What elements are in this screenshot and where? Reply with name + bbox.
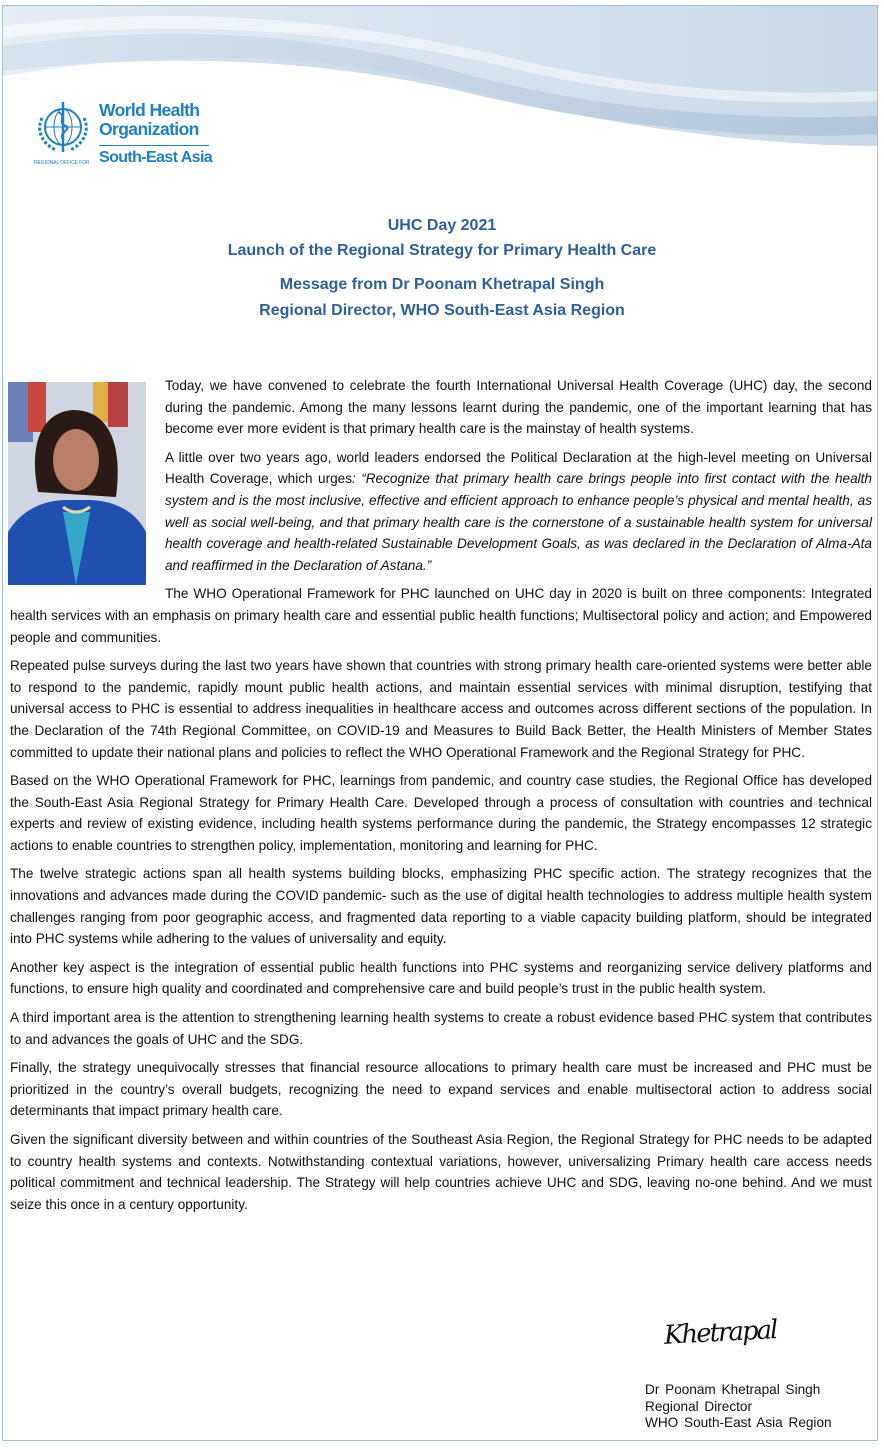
title-regional-director: Regional Director, WHO South-East Asia Region bbox=[259, 302, 625, 319]
title-launch: Launch of the Regional Strategy for Primary Health Care bbox=[227, 242, 657, 259]
paragraph-4: Repeated pulse surveys during the last two years have shown that countries with strong primary health care-oriented systems were better able to respond to the pandemic, rapidly mount public health actions, and maintain essential services with minimal disruption, testifying that universal access to PHC is essential to address inequalities in healthcare access and outcomes across different sections of the population. In the Declaration of the 74th Regional Committee, on COVID-19 and Measures to Build Back Better, the Health Ministers of Member States committed to update their national plans and policies to reflect the WHO Operational Framework and the Regional Strategy for PHC. bbox=[10, 658, 872, 760]
logo-text-line1: World Health bbox=[99, 100, 200, 120]
paragraph-6: The twelve strategic actions span all health systems building blocks, emphasizing PHC specific action. The strategy recognizes that the innovations and advances made during the COVID pandemic- such as the use of digital health technologies to address multiple health system challenges ranging from poor geographic access, and fragmented data reporting to a viable capacity building platform, should be integrated into PHC systems while adhering to the values of universality and equity. bbox=[10, 866, 872, 947]
paragraph-3: The WHO Operational Framework for PHC launched on UHC day in 2020 is built on three components: Integrated health services with an emphasis on primary health care and essential public health functions; Multisectoral policy and action; and Empowered people and communities. bbox=[10, 586, 872, 645]
title-message-from: Message from Dr Poonam Khetrapal Singh bbox=[279, 276, 605, 293]
title-uhc-day: UHC Day 2021 bbox=[387, 217, 497, 234]
paragraph-7: Another key aspect is the integration of essential public health functions into PHC systems and reorganizing service delivery platforms and functions, to ensure high quality and coordinated and comprehensive care and build people’s trust in the public health system. bbox=[10, 959, 872, 997]
logo-divider bbox=[99, 145, 209, 146]
signature-block bbox=[645, 1382, 832, 1432]
logo-text-line2: Organization bbox=[99, 119, 199, 139]
paragraph-1: Today, we have convened to celebrate the fourth International Universal Health Coverage (UHC) day, the second during the pandemic. Among the many lessons learnt during the pandemic, one of the important learning that has become ever more evident is that primary health care is the mainstay of health systems. bbox=[165, 378, 872, 437]
paragraph-2-quote: : “Recognize that primary health care brings people into first contact with the health system and is the most inclusive, effective and efficient approach to enhance people’s physical and mental health, as well as social well-being, and that primary health care is the cornerstone of a sustainable health system for universal health coverage and health-related Sustainable Development Goals, as was declared in the Declaration of Alma-Ata and reaffirmed in the Declaration of Astana.” bbox=[165, 471, 872, 573]
paragraph-2-intro: A little over two years ago, world leaders endorsed the Political Declaration at the high-level meeting on Universal Health Coverage, which urges bbox=[165, 449, 872, 487]
paragraph-5: Based on the WHO Operational Framework for PHC, learnings from pandemic, and country case studies, the Regional Office has developed the South-East Asia Regional Strategy for Primary Health Care. Developed through a process of consultation with countries and technical experts and review of existing evidence, including health systems performance during the pandemic, the Strategy encompasses 12 strategic actions to enable countries to strengthen policy, implementation, monitoring and learning for PHC. bbox=[10, 773, 872, 853]
paragraph-10: Given the significant diversity between and within countries of the Southeast Asia Region, the Regional Strategy for PHC needs to be adapted to country health systems and contexts. Notwithstanding contextual variations, however, universalizing Primary health care access needs political commitment and technical leadership. The Strategy will help countries achieve UHC and SDG, leaving no-one behind. And we must seize this once in a century opportunity. bbox=[10, 1132, 872, 1212]
message-body bbox=[10, 375, 872, 1222]
logo-region: South-East Asia bbox=[99, 149, 213, 166]
who-logo bbox=[34, 98, 214, 174]
signatory-org: WHO South-East Asia Region bbox=[645, 1415, 832, 1430]
signatory-title: Regional Director bbox=[645, 1398, 753, 1414]
handwritten-signature: Khetrapal bbox=[663, 1315, 778, 1351]
portrait-photo bbox=[8, 382, 146, 585]
logo-regional-office: REGIONAL OFFICE FOR bbox=[34, 160, 90, 166]
who-emblem-icon bbox=[34, 98, 92, 156]
paragraph-9: Finally, the strategy unequivocally stresses that financial resource allocations to primary health care must be increased and PHC must be prioritized in the country’s overall budgets, recognizing the need to expand services and enable multisectoral action to address social determinants that impact primary health care. bbox=[10, 1060, 872, 1119]
signatory-name: Dr Poonam Khetrapal Singh bbox=[645, 1382, 821, 1397]
paragraph-8: A third important area is the attention to strengthening learning health systems to create a robust evidence based PHC system that contributes to and advances the goals of UHC and the SDG. bbox=[10, 1010, 872, 1047]
